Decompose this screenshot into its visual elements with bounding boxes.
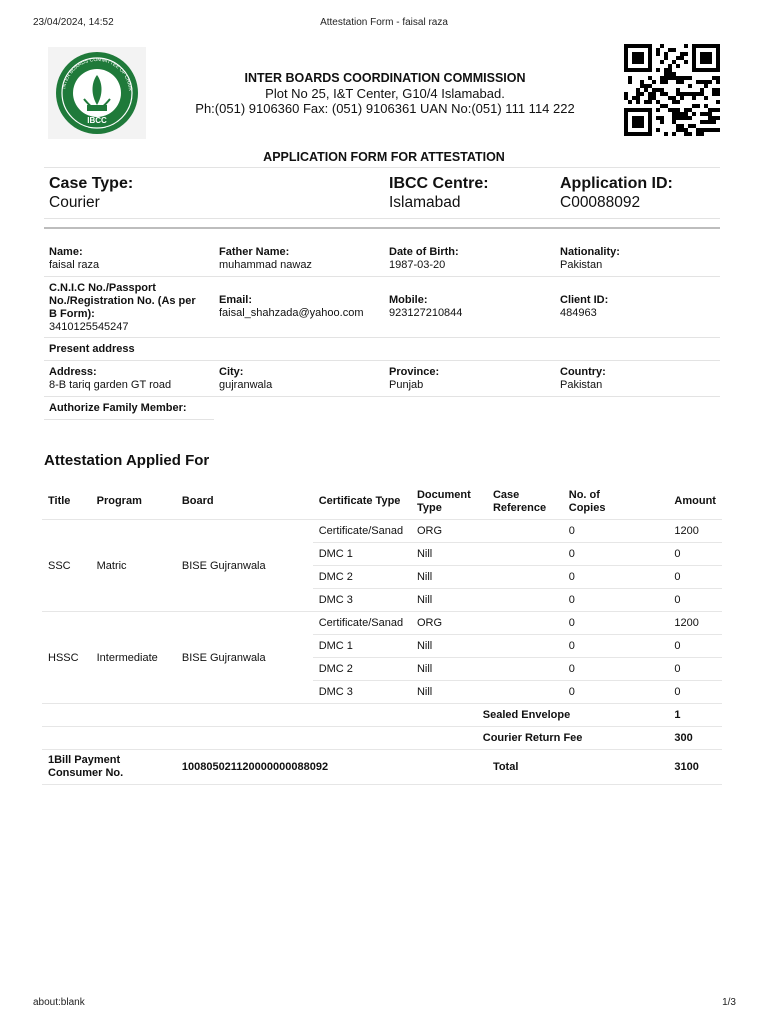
org-contact: Ph:(051) 9106360 Fax: (051) 9106361 UAN No:(051) 111 114 222 xyxy=(195,101,575,116)
mobile-label: Mobile: xyxy=(389,294,428,306)
courier-return-fee-value: 300 xyxy=(668,727,722,750)
name-label: Name: xyxy=(49,246,83,258)
row-case-reference xyxy=(487,589,563,612)
row-copies: 0 xyxy=(563,612,669,635)
print-footer-page: 1/3 xyxy=(722,997,736,1008)
mobile-value: 923127210844 xyxy=(389,307,463,319)
print-document-title: Attestation Form - faisal raza xyxy=(320,17,448,28)
row-amount: 0 xyxy=(668,658,722,681)
courier-fee-row xyxy=(42,727,722,750)
row-certificate-type: Certificate/Sanad xyxy=(313,520,411,543)
print-footer-url: about:blank xyxy=(33,997,85,1008)
row-board: BISE Gujranwala xyxy=(176,520,313,612)
row-certificate-type: DMC 3 xyxy=(313,681,411,704)
row-document-type: ORG xyxy=(411,612,487,635)
dob-label: Date of Birth: xyxy=(389,246,459,258)
row-document-type: Nill xyxy=(411,658,487,681)
case-type-label: Case Type: xyxy=(49,175,134,192)
father-name-label: Father Name: xyxy=(219,246,290,258)
row-certificate-type: DMC 2 xyxy=(313,566,411,589)
sealed-envelope-label: Sealed Envelope xyxy=(483,704,589,727)
logo-abbr: IBCC xyxy=(87,116,107,125)
table-row xyxy=(42,520,722,543)
row-certificate-type: DMC 3 xyxy=(313,589,411,612)
row-document-type: ORG xyxy=(411,520,487,543)
row-amount: 0 xyxy=(668,566,722,589)
row-document-type: Nill xyxy=(411,635,487,658)
cnic-value: 3410125545247 xyxy=(49,321,129,333)
col-program: Program xyxy=(91,484,176,520)
row-copies: 0 xyxy=(563,543,669,566)
col-certificate-type: Certificate Type xyxy=(313,484,411,520)
row-case-reference xyxy=(487,658,563,681)
total-value: 3100 xyxy=(668,750,722,785)
email-label: Email: xyxy=(219,294,253,306)
col-case-reference: Case Reference xyxy=(487,484,563,520)
application-id-value: C00088092 xyxy=(560,194,641,211)
city-label: City: xyxy=(219,366,244,378)
attestation-table xyxy=(42,484,722,785)
client-id-value: 484963 xyxy=(560,307,597,319)
father-name-value: muhammad nawaz xyxy=(219,259,312,271)
row-copies: 0 xyxy=(563,635,669,658)
nationality-label: Nationality: xyxy=(560,246,620,258)
table-row xyxy=(42,612,722,635)
row-document-type: Nill xyxy=(411,543,487,566)
row-case-reference xyxy=(487,681,563,704)
cnic-label-line3: B Form): xyxy=(49,308,95,320)
attestation-heading: Attestation Applied For xyxy=(44,452,210,469)
row-copies: 0 xyxy=(563,520,669,543)
city-value: gujranwala xyxy=(219,379,273,391)
country-label: Country: xyxy=(560,366,606,378)
row-amount: 1200 xyxy=(668,520,722,543)
authorize-family-member-label: Authorize Family Member: xyxy=(49,402,187,414)
province-label: Province: xyxy=(389,366,440,378)
col-amount: Amount xyxy=(668,484,722,520)
col-document-type: Document Type xyxy=(411,484,487,520)
row-case-reference xyxy=(487,635,563,658)
row-amount: 0 xyxy=(668,681,722,704)
org-name: INTER BOARDS COORDINATION COMMISSION xyxy=(244,71,526,85)
row-title: SSC xyxy=(42,520,91,612)
row-case-reference xyxy=(487,612,563,635)
row-case-reference xyxy=(487,543,563,566)
client-id-label: Client ID: xyxy=(560,294,609,306)
row-title: HSSC xyxy=(42,612,91,704)
country-value: Pakistan xyxy=(560,379,603,391)
row-document-type: Nill xyxy=(411,589,487,612)
application-id-label: Application ID: xyxy=(560,175,673,192)
courier-return-fee-label: Courier Return Fee xyxy=(483,727,589,750)
ibcc-logo xyxy=(48,47,146,139)
row-amount: 0 xyxy=(668,543,722,566)
col-copies: No. of Copies xyxy=(563,484,669,520)
province-value: Punjab xyxy=(389,379,424,391)
logo-ring-text: INTER BOARDS COMMITTEE OF CHAIR xyxy=(61,56,133,92)
bill-total-row xyxy=(42,750,722,785)
present-address-heading: Present address xyxy=(49,343,135,355)
address-label: Address: xyxy=(49,366,97,378)
row-certificate-type: DMC 2 xyxy=(313,658,411,681)
name-value: faisal raza xyxy=(49,259,100,271)
dob-value: 1987-03-20 xyxy=(389,259,446,271)
row-certificate-type: DMC 1 xyxy=(313,635,411,658)
cnic-label-line2: No./Registration No. (As per xyxy=(49,295,196,307)
row-copies: 0 xyxy=(563,658,669,681)
row-certificate-type: DMC 1 xyxy=(313,543,411,566)
row-amount: 1200 xyxy=(668,612,722,635)
email-value: faisal_shahzada@yahoo.com xyxy=(219,307,364,319)
cnic-label-line1: C.N.I.C No./Passport xyxy=(49,282,156,294)
row-program: Matric xyxy=(91,520,176,612)
table-header-row xyxy=(42,484,722,520)
row-program: Intermediate xyxy=(91,612,176,704)
address-value: 8-B tariq garden GT road xyxy=(49,379,172,391)
total-label: Total xyxy=(487,750,668,785)
row-document-type: Nill xyxy=(411,681,487,704)
section-divider xyxy=(44,227,720,229)
row-document-type: Nill xyxy=(411,566,487,589)
col-board: Board xyxy=(176,484,313,520)
row-certificate-type: Certificate/Sanad xyxy=(313,612,411,635)
row-copies: 0 xyxy=(563,566,669,589)
row-case-reference xyxy=(487,520,563,543)
ibcc-centre-label: IBCC Centre: xyxy=(389,175,489,192)
row-copies: 0 xyxy=(563,589,669,612)
ibcc-centre-value: Islamabad xyxy=(389,194,461,211)
sealed-envelope-value: 1 xyxy=(668,704,722,727)
row-case-reference xyxy=(487,566,563,589)
print-datetime: 23/04/2024, 14:52 xyxy=(33,17,114,28)
org-address: Plot No 25, I&T Center, G10/4 Islamabad. xyxy=(265,86,505,101)
col-title: Title xyxy=(42,484,91,520)
bill-payment-label: 1Bill Payment Consumer No. xyxy=(42,750,176,785)
row-amount: 0 xyxy=(668,635,722,658)
qr-code xyxy=(624,44,720,136)
form-title: APPLICATION FORM FOR ATTESTATION xyxy=(263,150,505,164)
row-amount: 0 xyxy=(668,589,722,612)
row-board: BISE Gujranwala xyxy=(176,612,313,704)
case-type-value: Courier xyxy=(49,194,100,211)
sealed-envelope-row xyxy=(42,704,722,727)
nationality-value: Pakistan xyxy=(560,259,603,271)
bill-consumer-number: 100805021120000000088092 xyxy=(176,750,487,785)
row-copies: 0 xyxy=(563,681,669,704)
